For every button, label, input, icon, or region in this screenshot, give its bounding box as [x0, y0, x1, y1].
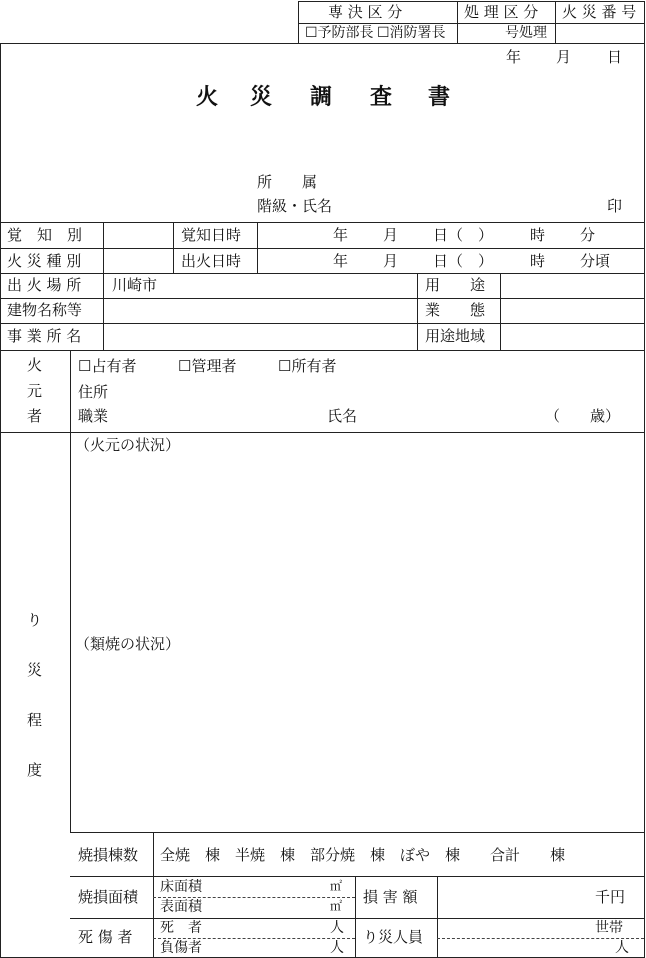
- awareness-label: 覚 知 別: [7, 226, 83, 244]
- floor-area-unit: ㎡: [330, 879, 343, 893]
- awareness-datetime-label: 覚知日時: [181, 226, 242, 244]
- awareness-month: 月: [383, 226, 399, 244]
- surface-area-unit: ㎡: [330, 899, 343, 913]
- date-day: 日: [607, 48, 623, 66]
- damage-side-char-3: 程: [27, 711, 43, 729]
- seal-mark: 印: [607, 197, 623, 215]
- outbreak-year: 年: [333, 252, 349, 270]
- use-label: 用 途: [425, 276, 486, 294]
- location-value: 川崎市: [112, 276, 158, 294]
- location-label: 出 火 場 所: [7, 276, 82, 294]
- date-month: 月: [556, 48, 572, 66]
- injured-label: 負傷者: [160, 940, 202, 956]
- awareness-year: 年: [333, 226, 349, 244]
- manager-checkbox[interactable]: ☐管理者: [178, 357, 237, 375]
- damage-side-char-4: 度: [27, 761, 43, 779]
- victims-person-unit: 人: [615, 940, 629, 956]
- awareness-day: 日（ ）: [433, 226, 494, 244]
- person-name-label: 氏名: [327, 407, 358, 425]
- outbreak-datetime-label: 出火日時: [181, 252, 242, 270]
- surface-area-label: 表面積: [160, 899, 202, 915]
- title-char-5: 書: [428, 84, 451, 110]
- date-year: 年: [506, 48, 522, 66]
- office-name-label: 事 業 所 名: [7, 327, 82, 345]
- use-zone-label: 用途地域: [425, 327, 486, 345]
- origin-status-label: （火元の状況）: [75, 436, 181, 454]
- title-char-2: 災: [250, 84, 273, 110]
- burned-buildings-label: 焼損棟数: [78, 846, 139, 864]
- origin-side-char-2: 元: [27, 382, 43, 400]
- approval-label: 専 決 区 分: [328, 3, 403, 21]
- title-char-4: 査: [370, 84, 393, 110]
- loss-amount-unit: 千円: [595, 888, 626, 906]
- business-type-label: 業 態: [425, 301, 486, 319]
- outbreak-month: 月: [383, 252, 399, 270]
- injured-unit: 人: [330, 940, 344, 956]
- age-label: （ 歳）: [545, 407, 621, 425]
- title-char-3: 調: [310, 84, 333, 110]
- fire-type-label: 火 災 種 別: [7, 252, 82, 270]
- affiliation-label: 所 属: [257, 173, 318, 191]
- dead-unit: 人: [330, 920, 344, 936]
- occupation-label: 職業: [78, 407, 109, 425]
- awareness-minute: 分: [580, 226, 596, 244]
- floor-area-label: 床面積: [160, 879, 202, 895]
- occupant-checkbox[interactable]: ☐占有者: [78, 357, 137, 375]
- rank-name-label: 階級・氏名: [257, 197, 333, 215]
- victims-label: り災人員: [363, 928, 424, 946]
- outbreak-day: 日（ ）: [433, 252, 494, 270]
- origin-side-char-3: 者: [27, 407, 43, 425]
- damage-side-char-1: り: [27, 611, 43, 629]
- dead-label: 死 者: [160, 920, 202, 936]
- processing-value: 号処理: [505, 25, 547, 41]
- outbreak-hour: 時: [530, 252, 546, 270]
- spread-status-label: （類焼の状況）: [75, 635, 181, 653]
- damage-side-char-2: 災: [27, 661, 43, 679]
- approval-checkbox-prevention-chief[interactable]: ☐予防部長: [305, 25, 374, 41]
- casualties-label: 死 傷 者: [78, 928, 133, 946]
- loss-amount-label: 損 害 額: [363, 888, 418, 906]
- awareness-hour: 時: [530, 226, 546, 244]
- approval-checkbox-fire-station-chief[interactable]: ☐消防署長: [377, 25, 446, 41]
- fire-number-label: 火 災 番 号: [562, 3, 637, 21]
- origin-side-char-1: 火: [27, 356, 43, 374]
- burned-buildings-text: 全焼 棟 半焼 棟 部分焼 棟 ぼや 棟 合計 棟: [160, 846, 566, 864]
- address-label: 住所: [78, 383, 109, 401]
- building-name-label: 建物名称等: [7, 301, 83, 319]
- title-char-1: 火: [196, 84, 219, 110]
- burned-area-label: 焼損面積: [78, 888, 139, 906]
- outbreak-minute-approx: 分頃: [580, 252, 611, 270]
- owner-checkbox[interactable]: ☐所有者: [278, 357, 337, 375]
- household-unit: 世帯: [595, 920, 623, 936]
- processing-label: 処 理 区 分: [464, 3, 539, 21]
